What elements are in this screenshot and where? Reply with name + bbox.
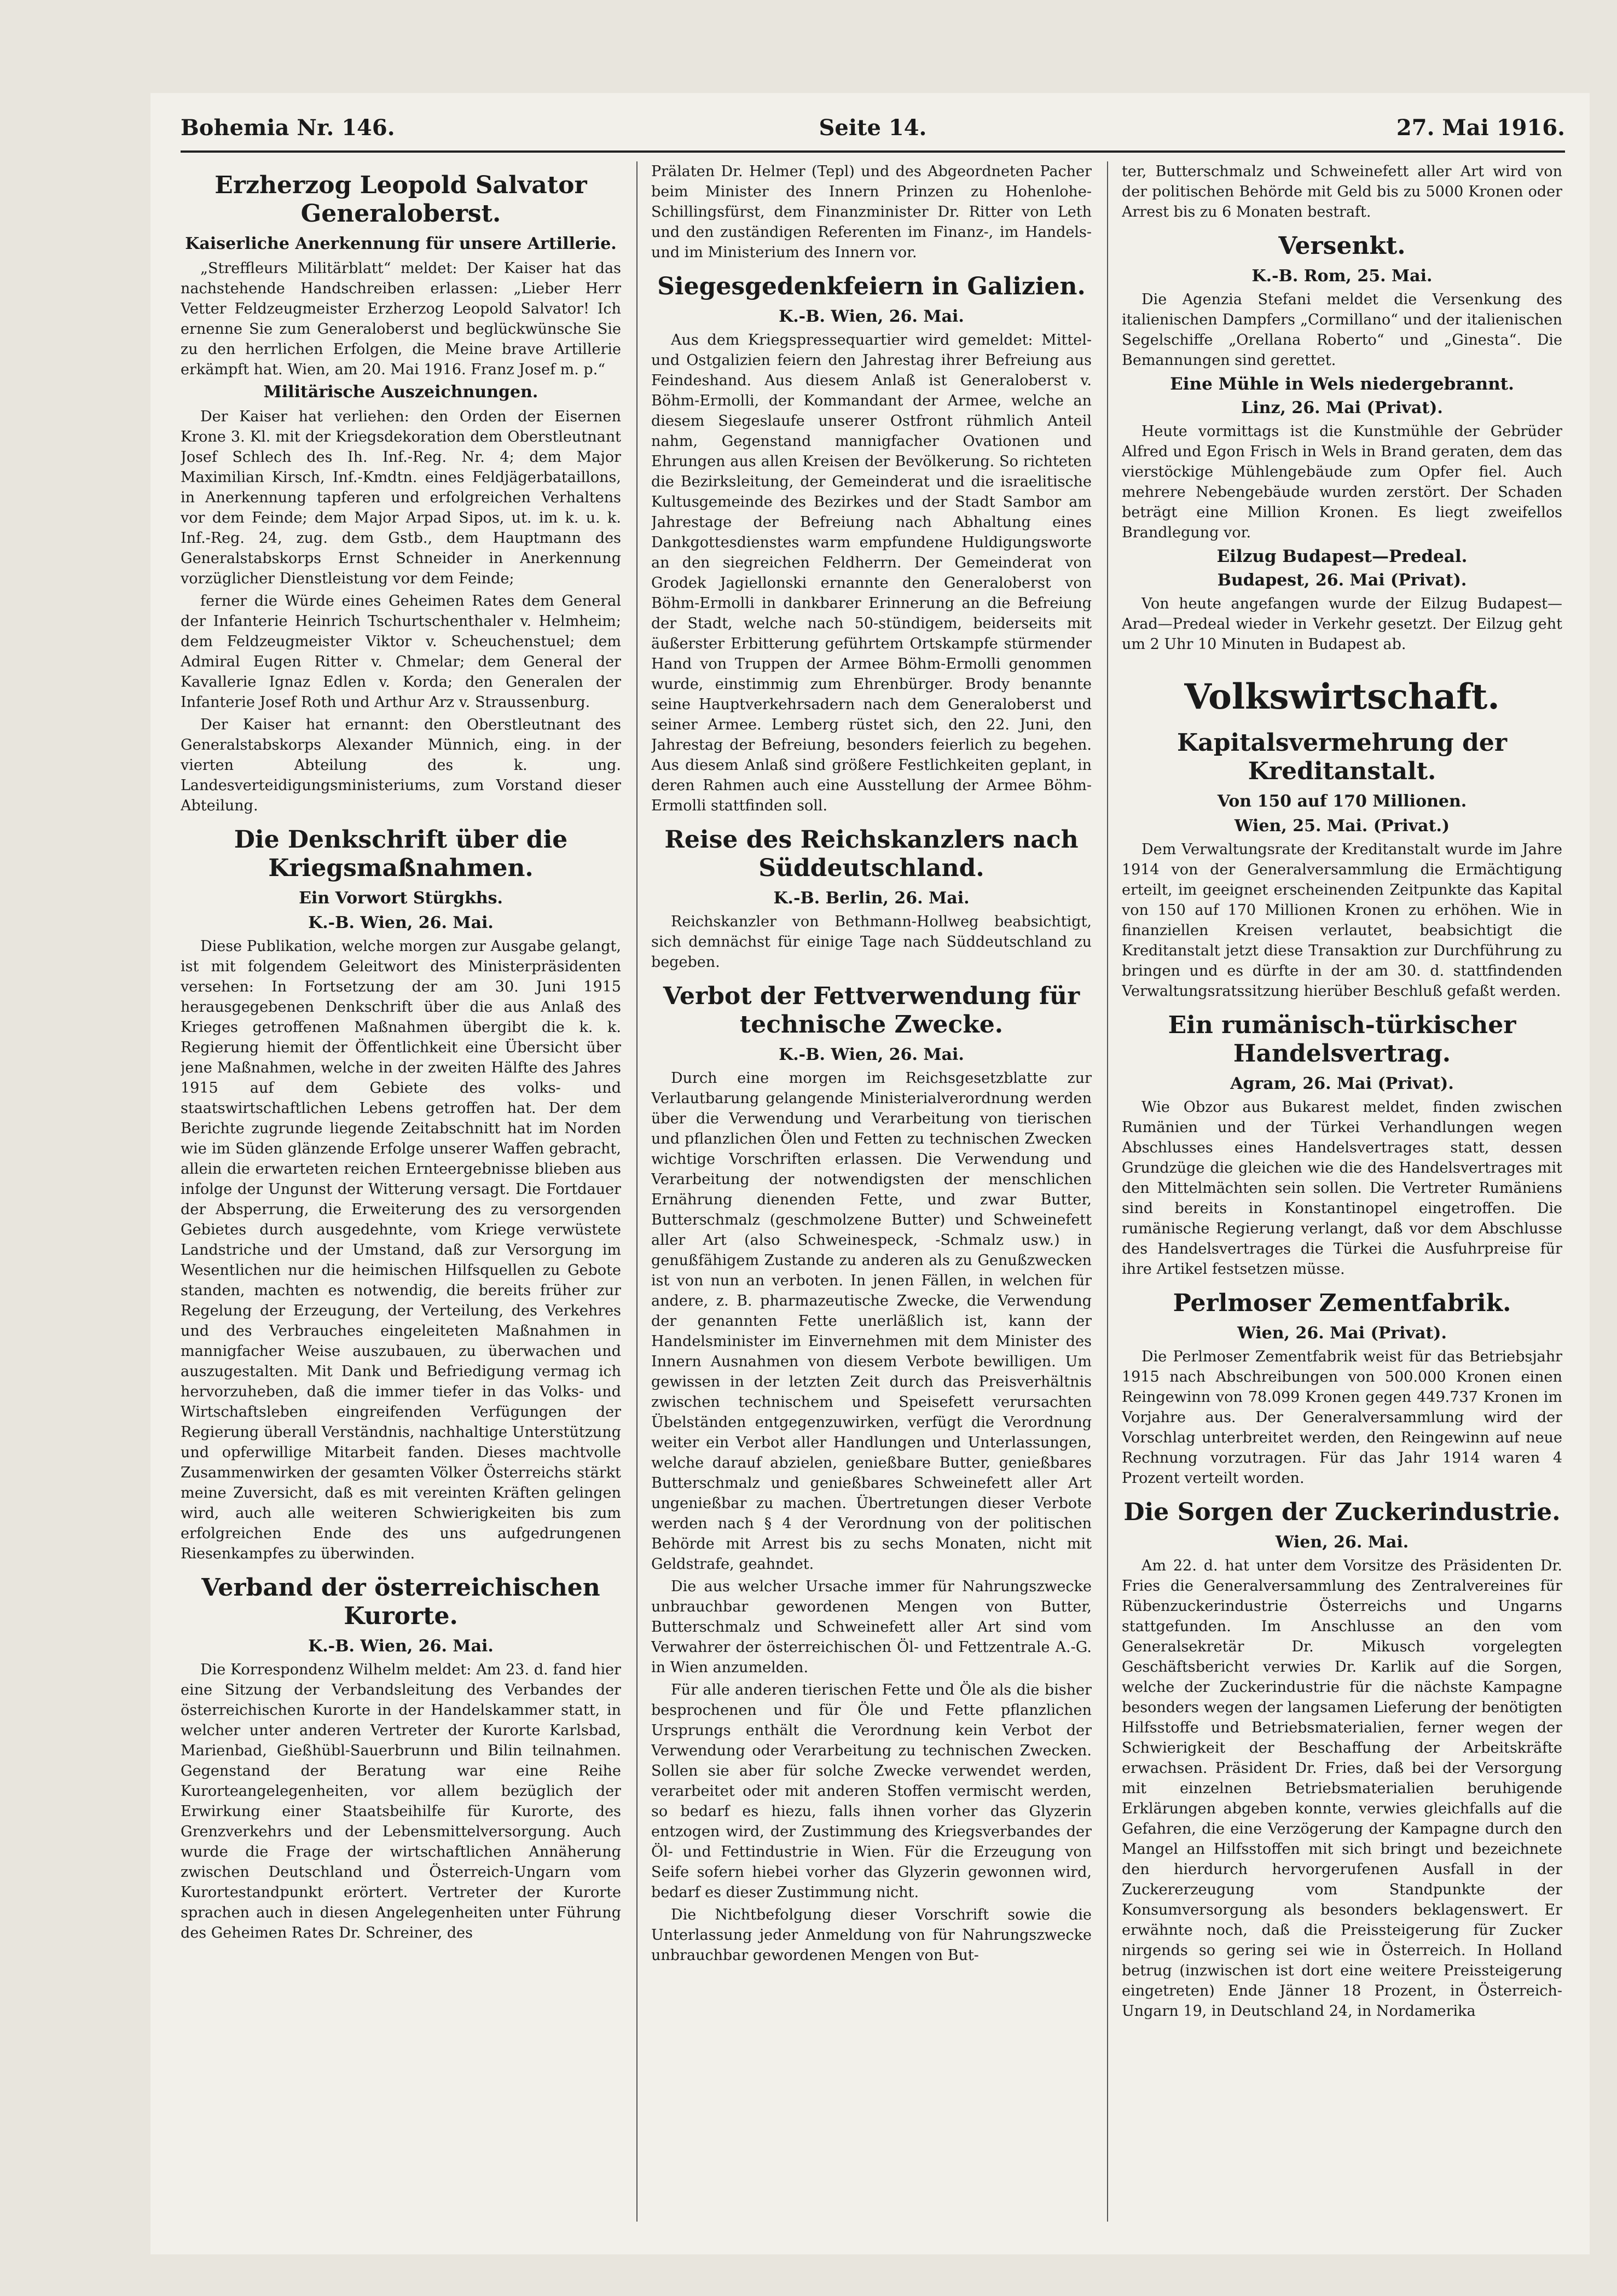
article-title: Kapitalsvermehrung der Kreditanstalt. (1176, 729, 1508, 785)
column-1 (181, 161, 621, 2233)
article-title: Eine Mühle in Wels niedergebrannt. (1170, 374, 1514, 394)
article-title: Eilzug Budapest—Predeal. (1216, 547, 1468, 566)
article-title: Reise des Reichskanzlers nach Süddeutschland. (664, 826, 1079, 882)
article-paragraph: Die Nichtbefolgung dieser Vorschrift sowie die Unterlassung jeder Anmeldung von für Nahrungszwecke unbrauchbar gewordenen Mengen von But- (651, 1906, 1092, 1964)
dateline: K.-B. Berlin, 26. Mai. (773, 889, 970, 908)
article-paragraph: Diese Publikation, welche morgen zur Ausgabe gelangt, ist mit folgendem Geleitwort des Ministerpräsidenten versehen: In Fortsetzung der am 30. Juni 1915 herausgegebenen Denkschrift über die aus Anlaß des Krieges getroffenen Maßnahmen übergibt die k. k. Regierung hiemit der Öffentlichkeit eine Übersicht über jene Maßnahmen, welche in der zweiten Hälfte des Jahres 1915 auf dem Gebiete des volks- und staatswirtschaftlichen Lebens getroffen hat. Der dem Berichte zugrunde liegende Zeitabschnitt hat im Norden wie im Süden glänzende Erfolge unserer Waffen gebracht, allein die erwarteten reichen Ernteergebnisse blieben aus infolge der Ungunst der Witterung versagt. Die Fortdauer der Absperrung, die Erweiterung des zu versorgenden Gebietes durch ausgedehnte, vom Kriege verwüstete Landstriche und der Umstand, daß zur Versorgung im Wesentlichen nur die heimischen Hilfsquellen zu Gebote standen, machten es notwendig, die bereits früher zur Regelung der Erzeugung, der Verteilung, des Verkehres und des Verbrauches eingeleiteten Maßnahmen in mannigfacher Weise auszubauen, zu überwachen und auszugestalten. Mit Dank und Befriedigung vermag ich hervorzuheben, daß die immer tiefer in das Volks- und Wirtschaftsleben eingreifenden Verfügungen der Regierung überall Verständnis, nachhaltige Unterstützung und opferwillige Mitarbeit fanden. Dieses machtvolle Zusammenwirken der gesamten Völker Österreichs stärkt meine Zuversicht, daß es mit vereinten Kräften gelingen wird, auch alle weiteren Schwierigkeiten bis zum erfolgreichen Ende des uns aufgedrungenen Riesenkampfes zu überwinden. (181, 938, 621, 1562)
article-paragraph: Wie Obzor aus Bukarest meldet, finden zwischen Rumänien und der Türkei Verhandlungen wegen Abschlusses eines Handelsvertrages statt, dessen Grundzüge die gleichen wie die des Handelsvertrages mit den Mittelmächten sein sollen. Die Vertreter Rumäniens sind bereits in Konstantinopel eingetroffen. Die rumänische Regierung verlangt, daß vor dem Abschlusse des Handelsvertrages die Türkei die Ausfuhrpreise für ihre Artikel festsetzen müsse. (1122, 1099, 1562, 1278)
article-paragraph: Die aus welcher Ursache immer für Nahrungszwecke unbrauchbar gewordenen Mengen von Butter, Butterschmalz und Schweinefett aller Art sind vom Verwahrer der österreichischen Öl- und Fettzentrale A.-G. in Wien anzumelden. (651, 1578, 1092, 1676)
column-separator (636, 161, 637, 2222)
article-paragraph: Der Kaiser hat ernannt: den Oberstleutnant des Generalstabskorps Alexander Münnich, eing. in der vierten Abteilung des k. ung. Landesverteidigungsministeriums, zum Vorstand dieser Abteilung. (181, 716, 621, 814)
article-paragraph: Aus dem Kriegspressequartier wird gemeldet: Mittel- und Ostgalizien feiern den Jahrestag ihrer Befreiung aus Feindeshand. Aus diesem Anlaß ist Generaloberst v. Böhm-Ermolli, der Kommandant der Armee, welche an diesem Siegeslaufe unserer Ostfront rühmlich Anteil nahm, Gegenstand mannigfacher Ovationen und Ehrungen aus allen Kreisen der Bevölkerung. So richteten die Bezirksleitung, der Gemeinderat und die israelitische Kultusgemeinde des Bezirkes und der Stadt Sambor am Jahrestage der Befreiung nach Abhaltung eines Dankgottesdienstes warm empfundene Huldigungsworte an den siegreichen Feldherrn. Der Gemeinderat von Grodek Jagiellonski ernannte den Generaloberst von Böhm-Ermolli in dankbarer Erinnerung an die Befreiung der Stadt, welche nach 50-stündigem, beiderseits mit äußerster Erbitterung geführtem Ortskampfe stürmender Hand von Truppen der Armee Böhm-Ermolli genommen wurde, einstimmig zum Ehrenbürger. Brody benannte seine Hauptverkehrsadern nach dem Generaloberst und seiner Armee. Lemberg rüstet sich, den 22. Juni, den Jahrestag der Befreiung, besonders feierlich zu begehen. Aus diesem Anlaß sind größere Festlichkeiten geplant, in deren Rahmen auch eine Ausstellung der Armee Böhm-Ermolli stattfinden soll. (651, 332, 1092, 814)
article-paragraph: ter, Butterschmalz und Schweinefett aller Art wird von der politischen Behörde mit Geld bis zu 5000 Kronen oder Arrest bis zu 6 Monaten bestraft. (1122, 163, 1562, 221)
column-separator (1107, 161, 1108, 2222)
article-paragraph: Durch eine morgen im Reichsgesetzblatte zur Verlautbarung gelangende Ministerialverordnung werden über die Verwendung und Verarbeitung von tierischen und pflanzlichen Ölen und Fetten zu technischen Zwecken wichtige Vorschriften erlassen. Die Verwendung und Verarbeitung der notwendigsten der menschlichen Ernährung dienenden Fette, und zwar Butter, Butterschmalz (geschmolzene Butter) und Schweinefett aller Art (also Schweinespeck, -Schmalz usw.) in genußfähigem Zustande zu anderen als zu Genußzwecken ist von nun an verboten. In jenen Fällen, in welchen für andere, z. B. pharmazeutische Zwecke, die Verwendung der genannten Fette unerläßlich ist, kann der Handelsminister im Einvernehmen mit dem Minister des Innern Ausnahmen von diesem Verbote bewilligen. Um gewissen in der letzten Zeit durch das Preisverhältnis zwischen technischem und Speisefett verursachten Übelständen entgegenzuwirken, verfügt die Verordnung weiter ein Verbot aller Handlungen und Unterlassungen, welche darauf abzielen, genießbare Butter, genießbares Butterschmalz und genießbares Schweinefett aller Art ungenießbar zu machen. Übertretungen dieser Verbote werden nach § 4 der Verordnung von der politischen Behörde mit Arrest bis zu sechs Monaten, nicht mit Geldstrafe, geahndet. (651, 1070, 1092, 1573)
article-paragraph: Am 22. d. hat unter dem Vorsitze des Präsidenten Dr. Fries die Generalversammlung des Zentralvereines für Rübenzuckerindustrie Österreichs und Ungarns stattgefunden. Im Anschlusse an den vom Generalsekretär Dr. Mikusch vorgelegten Geschäftsbericht verwies Dr. Karlik auf die Sorgen, welche der Zuckerindustrie für die nächste Kampagne besonders wegen der langsamen Lieferung der benötigten Hilfsstoffe und Betriebsmaterialien, ferner wegen der Schwierigkeit der Beschaffung der Arbeitskräfte erwachsen. Präsident Dr. Fries, daß bei der Versorgung mit einzelnen Betriebsmaterialien beruhigende Erklärungen abgeben konnte, verwies gleichfalls auf die Gefahren, die eine Verzögerung der Kampagne durch den Mangel an Hilfsstoffen mit sich bringt und bezeichnete den hierdurch hervorgerufenen Ausfall in der Zuckererzeugung vom Standpunkte der Konsumversorgung als besonders beklagenswert. Er erwähnte noch, daß die Preissteigerung für Zucker nirgends so gering sei wie in Österreich. In Holland betrug (inzwischen ist dort eine weitere Preissteigerung eingetreten) Ende Jänner 18 Prozent, in Österreich-Ungarn 19, in Deutschland 24, in Nordamerika (1122, 1557, 1562, 2020)
article-title: Die Denkschrift über die Kriegsmaßnahmen. (234, 826, 568, 882)
article-paragraph: Von heute angefangen wurde der Eilzug Budapest—Arad—Predeal wieder in Verkehr gesetzt. Der Eilzug geht um 2 Uhr 10 Minuten in Budapest ab. (1122, 595, 1562, 653)
article-paragraph: Reichskanzler von Bethmann-Hollweg beabsichtigt, sich demnächst für einige Tage nach Süddeutschland zu begeben. (651, 913, 1092, 971)
column-2 (651, 161, 1092, 2233)
article-paragraph: Prälaten Dr. Helmer (Tepl) und des Abgeordneten Pacher beim Minister des Innern Prinzen zu Hohenlohe-Schillingsfürst, dem Finanzminister Dr. Ritter von Leth und den zuständigen Referenten im Finanz-, im Handels- und im Ministerium des Innern vor. (651, 163, 1092, 261)
article-title: Verband der österreichischen Kurorte. (201, 1574, 600, 1630)
article-subtitle: Ein Vorwort Stürgkhs. (299, 889, 503, 908)
article-subtitle: Von 150 auf 170 Millionen. (1217, 792, 1467, 811)
issue-date: 27. Mai 1916. (1396, 115, 1565, 141)
dateline: Wien, 25. Mai. (Privat.) (1234, 816, 1450, 836)
article-subtitle: Kaiserliche Anerkennung für unsere Artillerie. (185, 234, 617, 253)
page-number: Seite 14. (819, 115, 927, 141)
article-paragraph: ferner die Würde eines Geheimen Rates dem General der Infanterie Heinrich Tschurtschenthaler v. Helmheim; dem Feldzeugmeister Viktor v. Scheuchenstuel; dem Admiral Eugen Ritter v. Chmelar; dem General der Kavallerie Ignaz Edlen v. Korda; den Generalen der Infanterie Josef Roth und Arthur Arz v. Straussenburg. (181, 593, 621, 711)
article-paragraph: Dem Verwaltungsrate der Kreditanstalt wurde im Jahre 1914 von der Generalversammlung die Ermächtigung erteilt, im geeignet erscheinenden Zeitpunkte das Kapital von 150 auf 170 Millionen Kronen zu erhöhen. Wie in finanziellen Kreisen verlautet, beabsichtigt die Kreditanstalt jetzt diese Transaktion zur Durchführung zu bringen und es dürfte in der am 30. d. stattfindenden Verwaltungsratssitzung hierüber Beschluß gefaßt werden. (1122, 841, 1562, 1000)
section-title: Volkswirtschaft. (1184, 676, 1500, 717)
dateline: Linz, 26. Mai (Privat). (1241, 398, 1443, 418)
article-title: Ein rumänisch-türkischer Handelsvertrag. (1168, 1011, 1516, 1068)
column-3 (1122, 161, 1562, 2233)
article-title: Versenkt. (1278, 232, 1406, 260)
article-paragraph: Die Korrespondenz Wilhelm meldet: Am 23. d. fand hier eine Sitzung der Verbandsleitung des Verbandes der österreichischen Kurorte in der Handelskammer statt, in welcher unter anderen Vertreter der Kurorte Karlsbad, Marienbad, Gießhübl-Sauerbrunn und Bilin teilnahmen. Gegenstand der Beratung war eine Reihe Kurorteangelegenheiten, vor allem bezüglich der Erwirkung einer Staatsbeihilfe für Kurorte, des Grenzverkehrs und der Lebensmittelversorgung. Auch wurde die Frage der wirtschaftlichen Annäherung zwischen Deutschland und Österreich-Ungarn vom Kurortestandpunkt erörtert. Vertreter der Kurorte sprachen auch in diesen Angelegenheiten unter Führung des Geheimen Rates Dr. Schreiner, des (181, 1661, 621, 1941)
dateline: K.-B. Rom, 25. Mai. (1251, 266, 1433, 286)
dateline: Wien, 26. Mai. (1275, 1533, 1409, 1552)
header-rule (181, 150, 1565, 153)
dateline: K.-B. Wien, 26. Mai. (308, 1637, 494, 1656)
dateline: Wien, 26. Mai (Privat). (1237, 1324, 1447, 1343)
article-title: Verbot der Fettverwendung für technische Zwecke. (663, 982, 1080, 1039)
article-title: Die Sorgen der Zuckerindustrie. (1123, 1498, 1561, 1526)
article-title: Perlmoser Zementfabrik. (1173, 1289, 1511, 1317)
article-paragraph: Die Perlmoser Zementfabrik weist für das Betriebsjahr 1915 nach Abschreibungen von 500.000 Kronen einen Reingewinn von 78.099 Kronen gegen 449.737 Kronen im Vorjahre aus. Der Generalversammlung wird der Vorschlag unterbreitet werden, den Reingewinn auf neue Rechnung vorzutragen. Für das Jahr 1914 waren 4 Prozent verteilt worden. (1122, 1348, 1562, 1487)
article-paragraph: Für alle anderen tierischen Fette und Öle als die bisher besprochenen und für Öle und Fette pflanzlichen Ursprungs enthält die Verordnung kein Verbot der Verwendung oder Verarbeitung zu technischen Zwecken. Sollen sie aber für solche Zwecke verwendet werden, verarbeitet oder mit anderen Stoffen vermischt werden, so bedarf es hiezu, falls ihnen vorher das Glyzerin entzogen wird, der Zustimmung des Kriegsverbandes der Öl- und Fettindustrie in Wien. Für die Erzeugung von Seife sofern hiebei vorher das Glyzerin gewonnen wird, bedarf es dieser Zustimmung nicht. (651, 1682, 1092, 1901)
dateline: Budapest, 26. Mai (Privat). (1217, 571, 1467, 590)
dateline: Agram, 26. Mai (Privat). (1230, 1074, 1454, 1093)
newspaper-page (150, 93, 1590, 2254)
dateline: K.-B. Wien, 26. Mai. (779, 1045, 964, 1064)
article-paragraph: Die Agenzia Stefani meldet die Versenkung des italienischen Dampfers „Cormillano“ und der italienischen Segelschiffe „Orellana Roberto“ und „Ginesta“. Die Bemannungen sind gerettet. (1122, 291, 1562, 369)
dateline: K.-B. Wien, 26. Mai. (308, 913, 494, 932)
masthead-issue: Bohemia Nr. 146. (181, 115, 395, 141)
article-paragraph: Heute vormittags ist die Kunstmühle der Gebrüder Alfred und Egon Frisch in Wels in Brand geraten, dem das vierstöckige Mühlengebäude zum Opfer fiel. Auch mehrere Nebengebäude wurden zerstört. Der Schaden beträgt eine Million Kronen. Es liegt zweifellos Brandlegung vor. (1122, 423, 1562, 541)
page-header (181, 115, 1565, 148)
article-title: Erzherzog Leopold Salvator Generaloberst. (215, 171, 587, 228)
dateline: K.-B. Wien, 26. Mai. (779, 307, 964, 326)
article-paragraph: „Streffleurs Militärblatt“ meldet: Der Kaiser hat das nachstehende Handschreiben erlassen: „Lieber Herr Vetter Feldzeugmeister Erzherzog Leopold Salvator! Ich ernenne Sie zum Generaloberst und beglückwünsche Sie zu den herrlichen Erfolgen, die Meine brave Artillerie erkämpft hat. Wien, am 20. Mai 1916. Franz Josef m. p.“ (181, 260, 621, 378)
article-subtitle: Militärische Auszeichnungen. (263, 382, 538, 402)
article-title: Siegesgedenkfeiern in Galizien. (657, 272, 1086, 300)
article-paragraph: Der Kaiser hat verliehen: den Orden der Eisernen Krone 3. Kl. mit der Kriegsdekoration dem Oberstleutnant Josef Schlech des Ih. Inf.-Reg. Nr. 4; dem Major Maximilian Kirsch, Inf.-Kmdtn. eines Feldjägerbataillons, in Anerkennung tapferen und erfolgreichen Verhaltens vor dem Feinde; dem Major Arpad Sipos, ut. im k. u. k. Inf.-Reg. 24, zug. dem Gstb., dem Hauptmann des Generalstabskorps Ernst Schneider in Anerkennung vorzüglicher Dienstleistung vor dem Feinde; (181, 408, 621, 587)
